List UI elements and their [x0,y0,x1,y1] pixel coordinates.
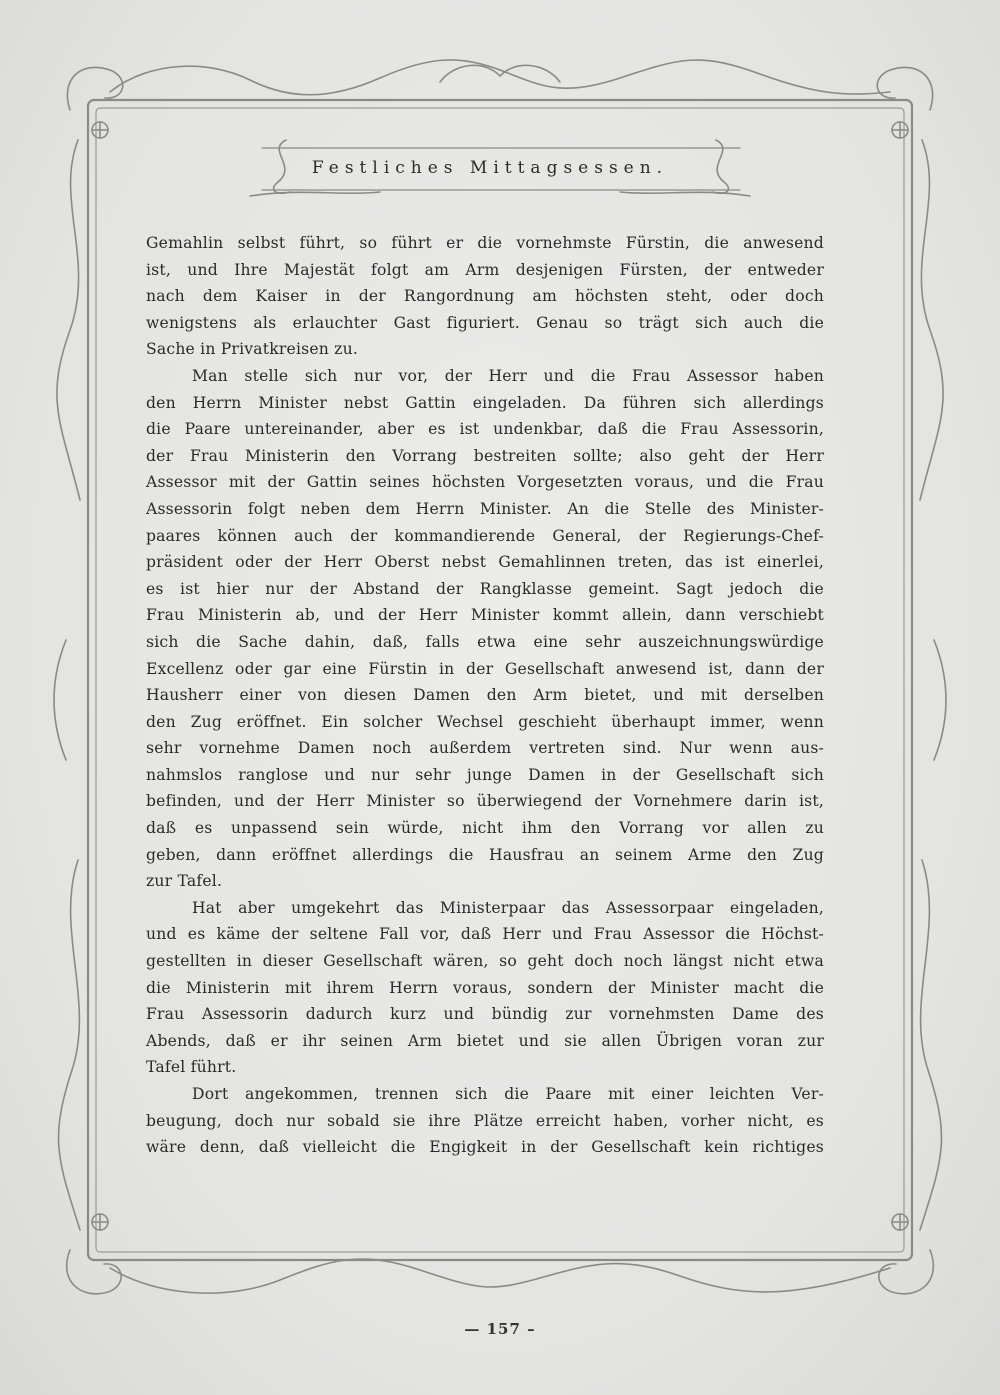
text-line: den Zug eröffnet. Ein solcher Wechsel geschieht überhaupt immer, wenn [146,712,824,731]
text-line: ist, und Ihre Majestät folgt am Arm desjenigen Fürsten, der entweder [146,260,824,279]
text-line: Gemahlin selbst führt, so führt er die vornehmste Fürstin, die anwesend [146,234,824,252]
text-line: sich die Sache dahin, daß, falls etwa eine sehr auszeichnungswürdige [146,632,824,651]
text-line: nahmslos ranglose und nur sehr junge Damen in der Gesellschaft sich [146,765,824,784]
page-number: — 157 – [464,1320,536,1338]
text-line: Sache in Privatkreisen zu. [146,340,358,359]
text-line: paares können auch der kommandierende General, der Regierungs-Chef- [146,526,824,545]
text-line: Assessorin folgt neben dem Herrn Minister. An die Stelle des Minister- [146,499,824,518]
text-line: nach dem Kaiser in der Rangordnung am höchsten steht, oder doch [146,287,824,306]
text-line: geben, dann eröffnet allerdings die Hausfrau an seinem Arme den Zug [146,845,824,864]
text-line: beugung, doch nur sobald sie ihre Plätze erreicht haben, vorher nicht, es [146,1111,824,1130]
text-line: sehr vornehme Damen noch außerdem vertreten sind. Nur wenn aus- [146,739,824,758]
text-line: Tafel führt. [146,1058,237,1077]
text-line: daß es unpassend sein würde, nicht ihm den Vorrang vor allen zu [146,819,824,838]
text-line: Frau Ministerin ab, und der Herr Minister kommt allein, dann verschiebt [146,606,824,625]
text-line: Frau Assessorin dadurch kurz und bündig zur vornehmsten Dame des [146,1005,824,1024]
text-line: der Frau Ministerin den Vorrang bestreiten sollte; also geht der Herr [146,446,824,465]
text-line: präsident oder der Herr Oberst nebst Gemahlinnen treten, das ist einerlei, [146,553,824,572]
text-line: Man stelle sich nur vor, der Herr und die Frau Assessor haben [192,366,824,385]
page-header-title: Festliches Mittagsessen. [311,158,669,178]
text-line: zur Tafel. [146,872,223,891]
text-line: Excellenz oder gar eine Fürstin in der Gesellschaft anwesend ist, dann der [146,659,824,678]
text-line: und es käme der seltene Fall vor, daß Herr und Frau Assessor die Höchst- [146,925,824,944]
text-line: die Paare untereinander, aber es ist undenkbar, daß die Frau Assessorin, [146,420,824,439]
text-line: Dort angekommen, trennen sich die Paare mit einer leichten Ver- [192,1085,824,1103]
text-line: Hat aber umgekehrt das Ministerpaar das Assessorpaar eingeladen, [192,898,824,917]
text-line: befinden, und der Herr Minister so überwiegend der Vornehmere darin ist, [146,792,824,811]
text-line: gestellten in dieser Gesellschaft wären, so geht doch noch längst nicht etwa [146,952,824,971]
text-line: es ist hier nur der Abstand der Rangklasse gemeint. Sagt jedoch die [146,579,824,598]
text-line: Hausherr einer von diesen Damen den Arm bietet, und mit derselben [146,686,824,705]
text-line: den Herrn Minister nebst Gattin eingeladen. Da führen sich allerdings [146,393,824,412]
text-line: wäre denn, daß vielleicht die Engigkeit in der Gesellschaft kein richtiges [146,1138,824,1157]
body-text [146,230,824,1161]
text-line: wenigstens als erlauchter Gast figuriert. Genau so trägt sich auch die [146,313,824,332]
text-line: Assessor mit der Gattin seines höchsten Vorgesetzten voraus, und die Frau [146,473,824,492]
text-line: die Ministerin mit ihrem Herrn voraus, sondern der Minister macht die [146,978,824,997]
text-line: Abends, daß er ihr seinen Arm bietet und sie allen Übrigen voran zur [146,1031,824,1050]
